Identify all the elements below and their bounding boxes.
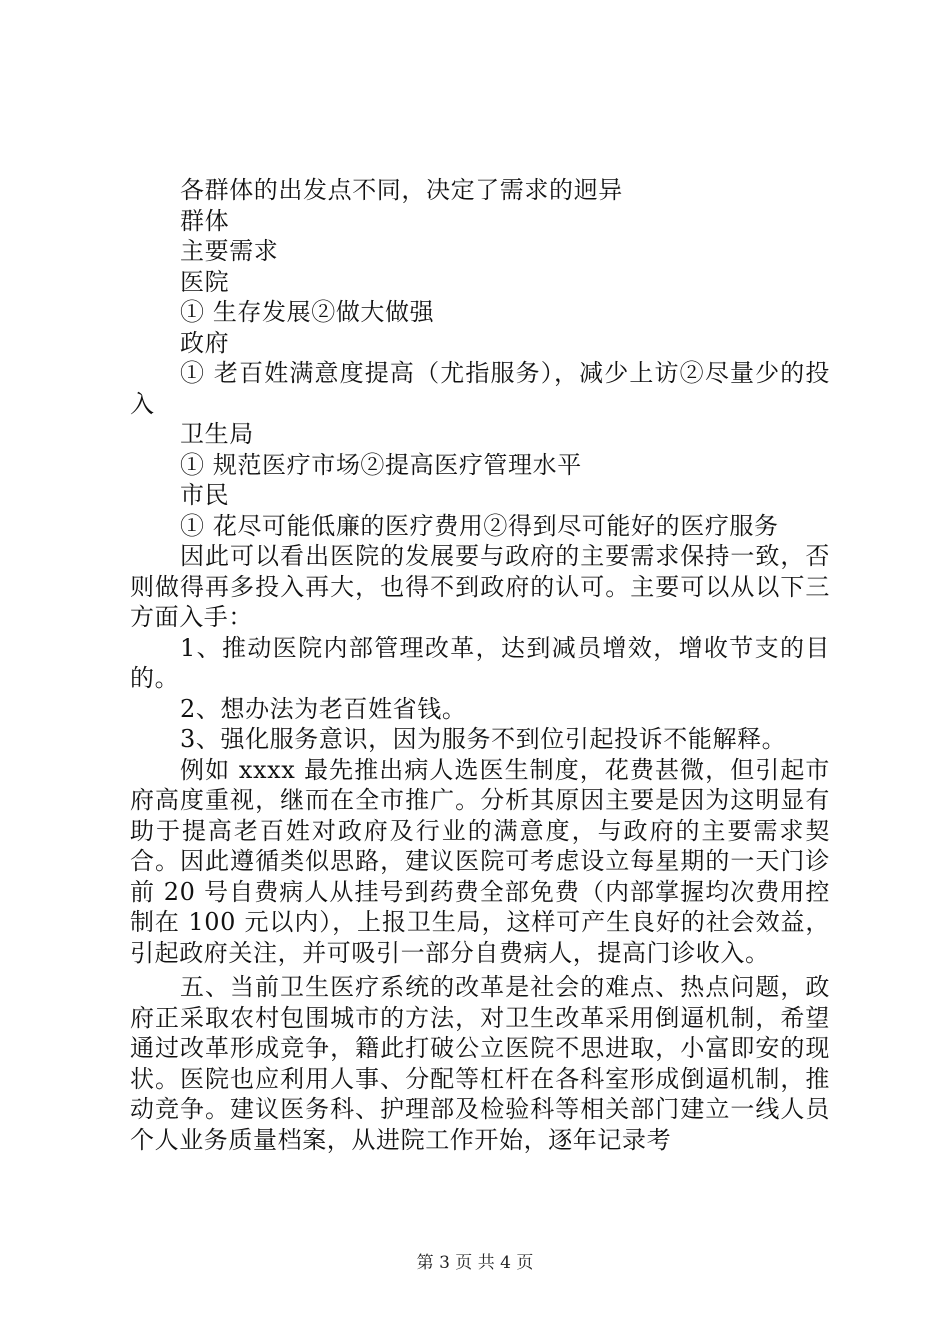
table-row-need: ① 老百姓满意度提高（尤指服务），减少上访②尽量少的投入 <box>130 359 830 418</box>
page-content <box>130 175 830 1155</box>
table-header-need: 主要需求 <box>180 237 279 265</box>
table-row-group: 政府 <box>180 328 230 357</box>
list-item: 2、想办法为老百姓省钱。 <box>180 694 467 723</box>
list-item: 3、强化服务意识，因为服务不到位引起投诉不能解释。 <box>180 725 787 753</box>
table-row-group: 卫生局 <box>180 420 254 448</box>
page-footer: 第 3 页 共 4 页 <box>416 1253 534 1273</box>
summary-paragraph: 因此可以看出医院的发展要与政府的主要需求保持一致，否则做得再多投入再大，也得不到政府的认可。主要可以从以下三方面入手： <box>130 542 830 631</box>
list-item: 1、推动医院内部管理改革，达到减员增效，增收节支的目的。 <box>130 633 830 692</box>
table-header-group: 群体 <box>180 206 230 235</box>
table-row-need: ① 生存发展②做大做强 <box>180 298 435 326</box>
table-row-need: ① 规范医疗市场②提高医疗管理水平 <box>180 450 582 479</box>
example-paragraph: 例如 xxxx 最先推出病人选医生制度，花费甚微，但引起市府高度重视，继而在全市推广。分析其原因主要是因为这明显有助于提高老百姓对政府及行业的满意度，与政府的主要需求契合。因此遵循类似思路，建议医院可考虑设立每星期的一天门诊前 20 号自费病人从挂号到药费全部免费（内部掌握均次费用控制在 100 元以内），上报卫生局，这样可产生良好的社会效益，引起政府关注，并可吸引一部分自费病人，提高门诊收入。 <box>130 755 830 967</box>
section-five-paragraph: 五、当前卫生医疗系统的改革是社会的难点、热点问题，政府正采取农村包围城市的方法，对卫生改革采用倒逼机制，希望通过改革形成竞争，籍此打破公立医院不思进取，小富即安的现状。医院也应利用人事、分配等杠杆在各科室形成倒逼机制，推动竞争。建议医务科、护理部及检验科等相关部门建立一线人员个人业务质量档案，从进院工作开始，逐年记录考 <box>130 973 830 1154</box>
intro-text: 各群体的出发点不同，决定了需求的迥异 <box>180 176 623 204</box>
table-row-need: ① 花尽可能低廉的医疗费用②得到尽可能好的医疗服务 <box>180 511 779 540</box>
table-row-group: 市民 <box>180 481 230 509</box>
table-row-group: 医院 <box>180 267 230 296</box>
